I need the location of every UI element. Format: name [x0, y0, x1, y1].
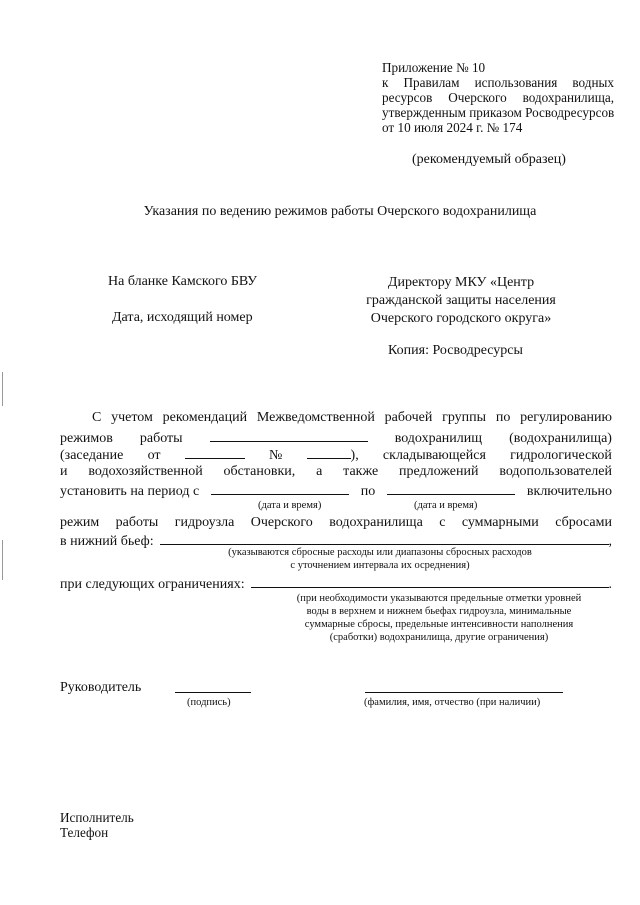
annex-header	[382, 60, 614, 135]
reservoirs-field[interactable]	[210, 429, 368, 442]
body-line-1: С учетом рекомендаций Межведомственной рабочей группы по регулированию	[92, 410, 612, 425]
annex-line: утвержденным приказом Росводресурсов	[382, 105, 615, 120]
sample-note: (рекомендуемый образец)	[412, 152, 566, 167]
annex-line: к Правилам использования водных	[382, 75, 614, 90]
text-fragment: ),	[350, 448, 359, 463]
text-fragment: работы	[139, 431, 183, 446]
caption-full-name: (фамилия, имя, отчество (при наличии)	[364, 697, 541, 708]
head-label: Руководитель	[60, 680, 142, 695]
addressee-line: Очерского городского округа»	[370, 311, 552, 326]
discharge-field[interactable]	[160, 532, 609, 545]
scan-edge-mark	[2, 540, 3, 580]
period-end-field[interactable]	[387, 482, 515, 495]
letterhead-note: На бланке Камского БВУ	[108, 274, 258, 289]
meeting-date-field[interactable]	[185, 446, 245, 459]
text-fragment: установить на период с	[60, 484, 200, 499]
phone-label: Телефон	[60, 825, 109, 840]
text-fragment: №	[268, 448, 283, 463]
caption-line: (при необходимости указываются предельные отметки уровней	[296, 593, 582, 604]
caption-line: (указываются сбросные расходы или диапазоны сбросных расходов	[228, 547, 532, 558]
body-line-3	[60, 446, 612, 464]
text-fragment: по	[360, 484, 376, 499]
date-number-label: Дата, исходящий номер	[112, 310, 253, 325]
text-fragment: в нижний бьеф:	[60, 534, 154, 549]
caption-line: (сработки) водохранилища, другие ограничения)	[329, 632, 549, 643]
full-name-field[interactable]	[365, 692, 563, 693]
body-line-4: и водохозяйственной обстановки, а также предложений водопользователей	[60, 464, 612, 479]
caption-limits	[256, 592, 622, 644]
copy-recipient: Копия: Росводресурсы	[388, 343, 523, 358]
signature-field[interactable]	[175, 692, 251, 693]
text-fragment: гидрологической	[510, 448, 612, 463]
caption-line: воды в верхнем и нижнем бьефах гидроузла, минимальные	[306, 606, 572, 617]
addressee-block	[350, 274, 572, 328]
period-start-field[interactable]	[211, 482, 349, 495]
body-line-5	[60, 482, 612, 500]
annex-line: от 10 июля 2024 г. № 174	[382, 120, 523, 135]
addressee-line: Директору МКУ «Центр	[387, 275, 535, 290]
annex-line: ресурсов Очерского водохранилища,	[382, 90, 614, 105]
executor-label: Исполнитель	[60, 810, 134, 825]
meeting-number-group	[307, 446, 359, 464]
document-title: Указания по ведению режимов работы Очерского водохранилища	[143, 204, 537, 219]
text-fragment: включительно	[526, 484, 612, 499]
text-fragment: (заседание	[60, 448, 124, 463]
caption-date-start: (дата и время)	[258, 500, 322, 511]
text-fragment: от	[147, 448, 161, 463]
text-fragment: ,	[608, 534, 612, 549]
limits-field[interactable]	[251, 575, 609, 588]
addressee-line: гражданской защиты населения	[366, 293, 556, 308]
caption-line: суммарные сбросы, предельные интенсивности наполнения	[304, 619, 574, 630]
caption-discharge	[180, 546, 580, 572]
scan-edge-mark	[2, 372, 3, 406]
caption-line: с уточнением интервала их осреднения)	[290, 560, 470, 571]
meeting-number-field[interactable]	[307, 446, 351, 459]
body-line-6: режим работы гидроузла Очерского водохранилища с суммарными сбросами	[60, 515, 612, 530]
text-fragment: при следующих ограничениях:	[60, 577, 245, 592]
text-fragment: водохранилищ	[394, 431, 483, 446]
text-fragment: .	[608, 577, 612, 592]
text-fragment: режимов	[60, 431, 113, 446]
caption-signature: (подпись)	[187, 697, 231, 708]
annex-line: Приложение № 10	[382, 60, 486, 75]
caption-date-end: (дата и время)	[414, 500, 478, 511]
body-line-2	[60, 429, 612, 447]
text-fragment: складывающейся	[382, 448, 486, 463]
text-fragment: (водохранилища)	[509, 431, 612, 446]
body-line-8	[60, 575, 612, 593]
